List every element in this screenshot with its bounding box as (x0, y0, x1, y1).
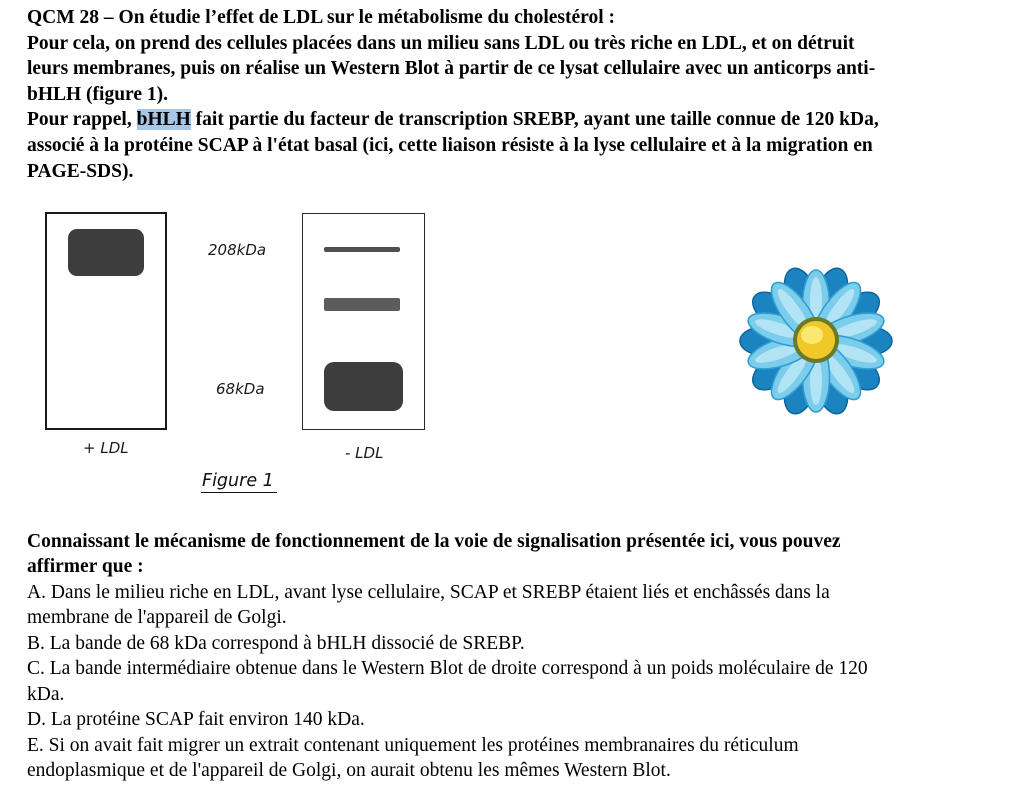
option-d: D. La protéine SCAP fait environ 140 kDa. (27, 709, 365, 731)
recall-text-before: Pour rappel, (27, 109, 137, 131)
intro-line-3: leurs membranes, puis on réalise un Western Blot à partir de ce lysat cellulaire avec un anticorps anti- (27, 58, 876, 80)
intro-line-6: associé à la protéine SCAP à l'état basal (ici, cette liaison résiste à la lyse cellulaire et à la migration en (27, 134, 873, 156)
intro-line-7: PAGE-SDS). (27, 160, 134, 182)
option-e-line-2: endoplasmique et de l'appareil de Golgi, on aurait obtenu les mêmes Western Blot. (27, 760, 671, 782)
question-stem-line-1: Connaissant le mécanisme de fonctionnement de la voie de signalisation présentée ici, vous pouvez (27, 531, 841, 552)
option-a-line-1: A. Dans le milieu riche en LDL, avant lyse cellulaire, SCAP et SREBP étaient liés et enchâssés dans la (27, 581, 830, 603)
figure-1 (0, 0, 500, 500)
blot-band-middle-right (324, 298, 400, 311)
blot-band-top-right (324, 247, 400, 252)
option-e-line-1: E. Si on avait fait migrer un extrait contenant uniquement les protéines membranaires du réticulum (27, 734, 799, 756)
blue-flower-icon (734, 261, 898, 425)
intro-line-4: bHLH (figure 1). (27, 83, 169, 105)
option-c-line-2: kDa. (27, 683, 65, 705)
marker-208kda: 208kDa (208, 241, 267, 259)
figure-caption: Figure 1 (201, 471, 277, 493)
blot-band-208kda-left (68, 229, 144, 276)
option-c-line-1: C. La bande intermédiaire obtenue dans le Western Blot de droite correspond à un poids moléculaire de 120 (27, 658, 868, 680)
lane-label-minus-ldl: - LDL (345, 444, 384, 462)
question-block (27, 529, 868, 784)
western-blot-lane-minus-ldl (302, 213, 425, 430)
lane-label-plus-ldl: + LDL (83, 439, 129, 457)
option-b: B. La bande de 68 kDa correspond à bHLH dissocié de SREBP. (27, 632, 525, 654)
blot-band-68kda-right (324, 362, 403, 411)
option-a-line-2: membrane de l'appareil de Golgi. (27, 607, 287, 629)
marker-68kda: 68kDa (216, 380, 265, 398)
highlighted-term-bhlh: bHLH (136, 109, 191, 131)
question-stem-line-2: affirmer que : (27, 556, 144, 578)
recall-text-after: fait partie du facteur de transcription SREBP, ayant une taille connue de 120 kDa, (190, 109, 879, 131)
intro-line-2: Pour cela, on prend des cellules placées dans un milieu sans LDL ou très riche en LDL, et on détruit (27, 32, 855, 54)
intro-title: QCM 28 – On étudie l’effet de LDL sur le métabolisme du cholestérol : (27, 7, 616, 28)
western-blot-lane-plus-ldl (45, 212, 167, 430)
